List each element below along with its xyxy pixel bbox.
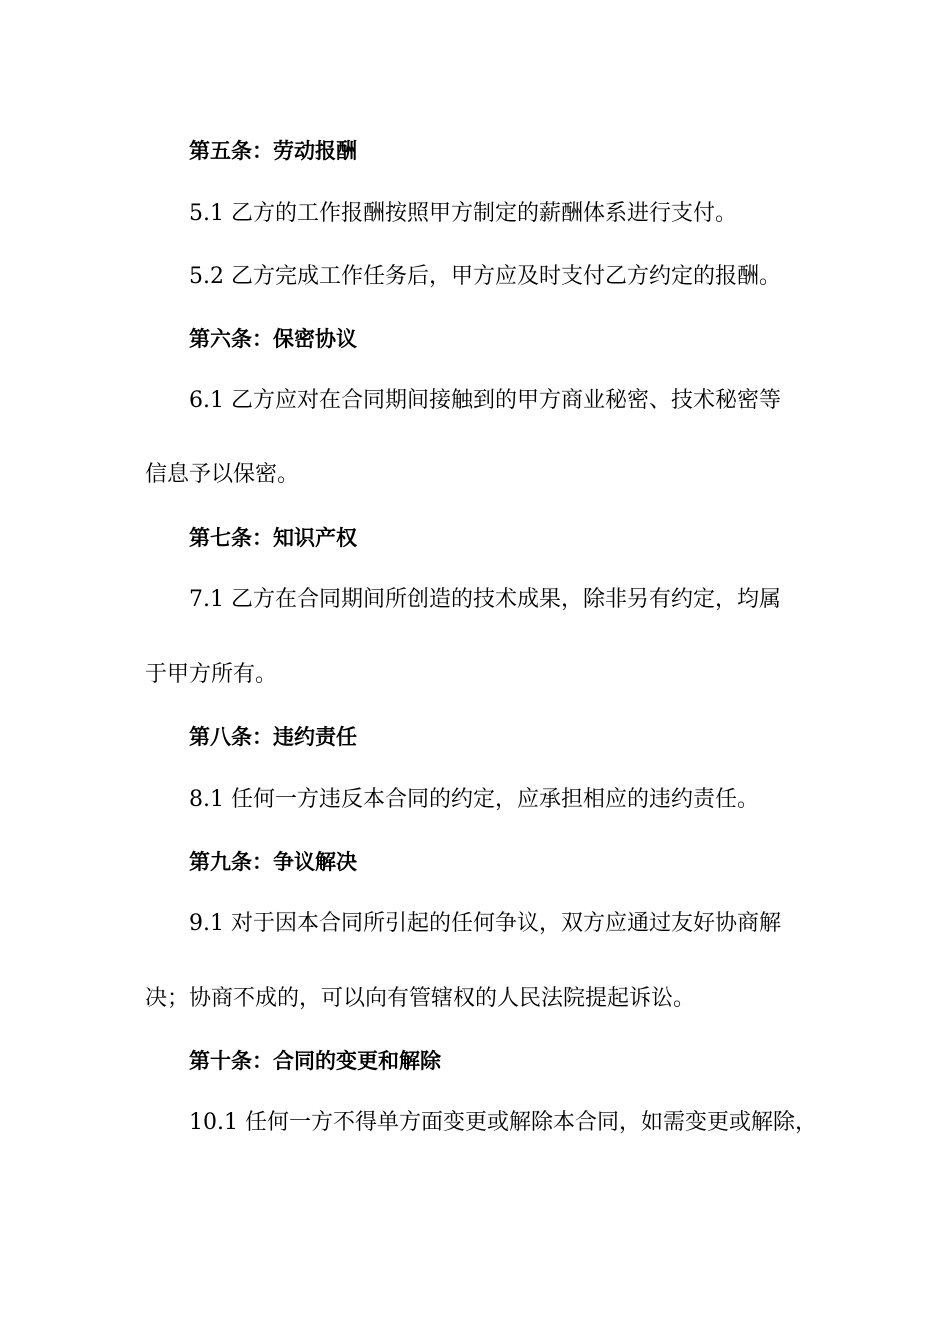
section-heading-6: 第六条：保密协议	[189, 327, 357, 351]
clause-7-1-line-1: 7.1 乙方在合同期间所创造的技术成果，除非另有约定，均属	[189, 587, 781, 612]
section-heading-7: 第七条：知识产权	[189, 526, 357, 550]
clause-10-1-line-1: 10.1 任何一方不得单方面变更或解除本合同，如需变更或解除，	[189, 1110, 817, 1135]
clause-9-1-line-1: 9.1 对于因本合同所引起的任何争议，双方应通过友好协商解	[189, 911, 781, 936]
clause-6-1-line-1: 6.1 乙方应对在合同期间接触到的甲方商业秘密、技术秘密等	[189, 388, 781, 413]
section-heading-5: 第五条：劳动报酬	[189, 139, 357, 163]
clause-9-1-line-2: 决；协商不成的，可以向有管辖权的人民法院提起诉讼。	[145, 986, 696, 1011]
clause-5-2: 5.2 乙方完成工作任务后，甲方应及时支付乙方约定的报酬。	[189, 264, 781, 289]
clause-7-1-line-2: 于甲方所有。	[145, 662, 278, 687]
clause-6-1-line-2: 信息予以保密。	[145, 462, 300, 487]
section-heading-9: 第九条：争议解决	[189, 850, 357, 874]
clause-8-1: 8.1 任何一方违反本合同的约定，应承担相应的违约责任。	[189, 787, 759, 812]
clause-5-1: 5.1 乙方的工作报酬按照甲方制定的薪酬体系进行支付。	[189, 201, 737, 226]
section-heading-10: 第十条：合同的变更和解除	[189, 1049, 441, 1073]
section-heading-8: 第八条：违约责任	[189, 725, 357, 749]
